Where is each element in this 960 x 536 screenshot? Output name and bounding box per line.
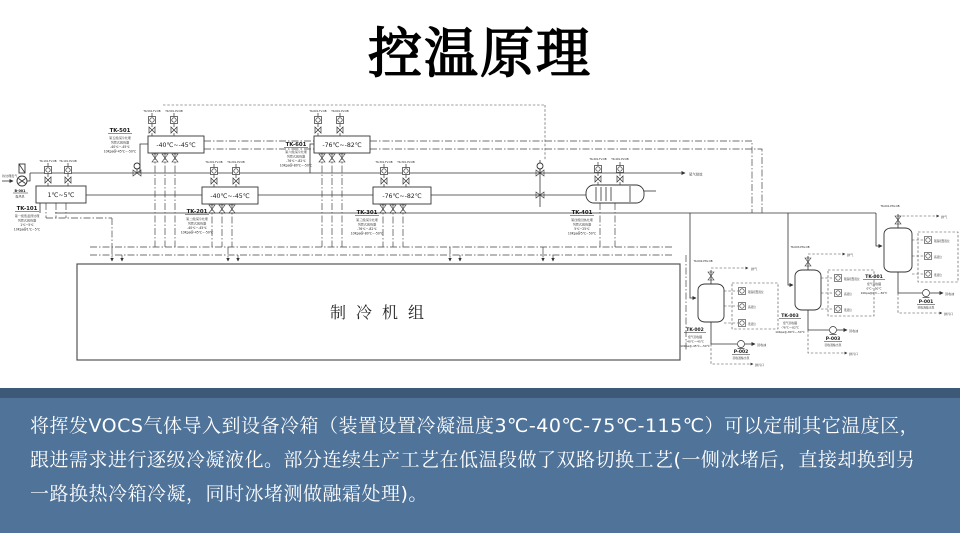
valve-tag: TK-401-PV-0B: [611, 158, 629, 161]
exchanger-desc: 列管式换热器: [187, 221, 207, 226]
valve-tag: TK-501-PV-0B: [165, 110, 183, 113]
level-instrument-icon: [739, 288, 746, 295]
valve-tag: TK-301-PV-0B: [397, 161, 415, 164]
control-valve-icon: [233, 164, 240, 187]
vessel-desc: 废气回收罐: [783, 321, 797, 325]
exchanger-tk201: [181, 160, 258, 235]
banner-text: 将挥发VOCS气体导入到设备冷箱（装置设置冷凝温度3℃-40℃-75℃-115℃）可以定制其它温度区，跟进需求进行逐级冷凝液化。部分连续生产工艺在低温段做了双路切换工艺(一侧冰堵后，直接却换到另一路换热冷箱冷凝，同时冰堵测做融霜处理)。: [30, 415, 920, 505]
valve-tag: TK-501-TV-0B: [143, 110, 161, 113]
exchanger-desc: 第一级低温预处理: [14, 214, 40, 218]
level-label: 限高报警液位: [934, 240, 950, 243]
vent-label: 排气: [941, 215, 948, 219]
exchanger-tk501: [104, 109, 204, 154]
drain-label: 排污口: [944, 312, 954, 316]
vessel-desc: 10Kpa@0℃~-50℃: [860, 291, 888, 295]
exchanger-temp: -40℃~-45℃: [210, 193, 250, 200]
tk401-stubs: [600, 203, 615, 247]
exchanger-desc: -40℃~-45℃: [187, 226, 207, 230]
pump-desc: 回收液输出泵: [917, 305, 935, 310]
process-diagram: [0, 98, 960, 388]
valve-tag: TK-101-TV-0B: [39, 160, 57, 163]
exchanger-desc: 10Kpa@-45℃~-50℃: [180, 230, 214, 235]
blower-tag: B-001: [14, 189, 26, 193]
exchanger-desc: 第五级深冷处理: [109, 136, 131, 140]
drain-label: 排污口: [755, 363, 765, 367]
control-valve-icon: [337, 113, 344, 136]
title-bar: [0, 0, 960, 98]
tk301-stubs: [383, 204, 403, 247]
vessel-desc: 0℃~-50℃: [866, 286, 882, 291]
level-label: 限高报警液位: [748, 291, 764, 294]
vessel-desc: -40℃~-45℃: [686, 339, 704, 344]
control-valve-icon: [403, 164, 410, 187]
valve-tag: TK-601-PV-0B: [331, 110, 349, 113]
feed-tk002: [690, 213, 696, 298]
vessel-tk001: [861, 204, 958, 316]
feed-tk001: [876, 213, 882, 246]
exchanger-tag: TK-501: [109, 128, 131, 134]
vessel-desc: 废气回收罐: [688, 335, 702, 339]
vessel-tag: TK-001: [865, 275, 883, 280]
vessel-tag: TK-002: [686, 328, 704, 333]
control-valve-icon: [211, 164, 218, 187]
level-instrument-icon: [835, 275, 842, 282]
control-valve-icon: [595, 162, 602, 185]
vessel-body: [884, 228, 912, 272]
exchanger-desc: -40℃~-45℃: [110, 145, 130, 149]
exchanger-tag: TK-401: [571, 210, 593, 216]
vessel-body: [795, 270, 821, 310]
blower-outlet-pipe: [27, 173, 30, 181]
riser-tk501: [140, 144, 148, 173]
drain-label: 排污口: [849, 352, 859, 356]
exchanger-temp: -76℃~-82℃: [322, 142, 362, 149]
level-label: 高液位: [844, 293, 852, 296]
level-instrument-icon: [925, 271, 932, 278]
pump-tag: P-003: [825, 337, 841, 342]
exchanger-tag: TK-301: [356, 210, 378, 216]
oil-outlet-label: 回收油: [849, 329, 859, 333]
pump-icon: [923, 290, 930, 298]
exchanger-desc: 列管式换热器: [17, 218, 37, 223]
level-instrument-icon: [835, 306, 842, 313]
inlet-label: 待处理废气: [2, 174, 18, 178]
exchanger-desc: 10Kpa@-80℃~-50℃: [350, 231, 384, 236]
valve-tag: TK-601-TV-0B: [309, 110, 327, 113]
exchanger-tk301: [351, 160, 431, 236]
page-title: 控温原理: [368, 21, 592, 85]
exchanger-temp: -40℃~-45℃: [156, 142, 196, 149]
exchanger-desc: 第三级深冷处理: [356, 218, 378, 222]
blower-name: 鼓风机: [15, 194, 25, 199]
pump-desc: 回收液输出泵: [824, 343, 842, 347]
valve-tag: TK-301-TV-0B: [375, 161, 393, 164]
valve-tag: TK-101-PV-0B: [59, 160, 77, 163]
vessel-tag: TK-003: [781, 314, 799, 319]
level-label: 低液位: [748, 323, 756, 326]
vessel-tk002: [680, 259, 778, 367]
level-label: 低液位: [934, 274, 942, 277]
banner-top-strip: [0, 388, 960, 398]
exchanger-tag: TK-101: [16, 206, 38, 212]
caption-banner: [0, 388, 960, 533]
exchanger-desc: 10Kpa@1℃~5℃: [13, 227, 41, 232]
exchanger-desc: 5℃~25℃: [574, 227, 590, 231]
exchanger-tk601: [280, 109, 370, 168]
tk101-stubs: [46, 203, 112, 247]
exchanger-temp: -76℃~-82℃: [382, 193, 422, 200]
level-instrument-icon: [925, 253, 932, 260]
exchanger-tag: TK-201: [186, 209, 208, 215]
exchanger-desc: -76℃~-82℃: [286, 159, 306, 163]
exchanger-desc: 第四级回热处理: [571, 218, 593, 222]
level-label: 高液位: [934, 256, 942, 259]
pump-tag: P-002: [733, 350, 749, 355]
tk501-stubs: [155, 153, 175, 247]
tk601-stubs: [322, 153, 342, 247]
oil-outlet-label: 回收油: [945, 292, 955, 296]
exchanger-temp: 1℃~5℃: [47, 192, 75, 199]
exchanger-desc: 列管式换热器: [286, 154, 306, 159]
vessel-body: [698, 284, 724, 322]
feed-tk003: [788, 213, 793, 285]
exchanger-desc: 1℃~5℃: [20, 223, 34, 227]
exchanger-desc: 列管式换热器: [572, 222, 592, 227]
shell-tube-body: [586, 185, 644, 203]
level-instrument-icon: [739, 303, 746, 310]
control-valve-icon: [381, 164, 388, 187]
vent-label: 排气: [751, 267, 758, 271]
exchanger-desc: 列管式换热器: [357, 222, 377, 227]
exchanger-desc: 10Kpa@5℃~50℃: [567, 231, 597, 236]
refrigeration-unit: [77, 264, 680, 360]
level-label: 低液位: [844, 309, 852, 312]
vessel-desc: -76℃~-82℃: [781, 325, 799, 330]
valve-tag: TK-201-PV-0B: [227, 161, 245, 164]
exchanger-desc: 列管式换热器: [110, 140, 130, 145]
offgas-outlet-label: 尾气排放: [689, 172, 703, 177]
vessel-desc: 10Kpa@-45℃~-50℃: [680, 344, 710, 348]
vessel-desc: 废气回收罐: [867, 282, 881, 286]
exchanger-desc: 第六级深冷处理: [285, 150, 307, 154]
control-valve-icon: [65, 163, 72, 186]
riser-tk601: [310, 144, 314, 173]
psv-tag: TK-001-PSV-0B: [880, 205, 900, 208]
valve-tag: TK-401-TV-0B: [589, 158, 607, 161]
level-instrument-icon: [835, 290, 842, 297]
psv-tag: TK-003-PSV-0B: [790, 246, 810, 249]
tk201-stubs: [212, 204, 232, 247]
oil-outlet-label: 回收油: [757, 343, 767, 347]
control-valve-icon: [171, 113, 178, 136]
control-valve-icon: [45, 163, 52, 186]
level-instrument-icon: [739, 320, 746, 327]
pump-desc: 回收液输出泵: [732, 356, 750, 360]
exchanger-desc: -76℃~-82℃: [357, 227, 377, 231]
pump-tag: P-001: [918, 300, 934, 305]
exchanger-tk401: [568, 157, 703, 236]
control-valve-icon: [149, 113, 156, 136]
psv-tag: TK-002-PSV-0B: [693, 260, 713, 263]
level-instrument-icon: [925, 237, 932, 244]
vent-label: 排气: [847, 253, 854, 257]
level-label: 高液位: [748, 306, 756, 309]
refrigeration-unit-label: 制冷机组: [329, 303, 435, 322]
exchanger-desc: 10Kpa@-45℃~-50℃: [103, 149, 137, 154]
vessel-desc: 10Kpa@-80℃~-50℃: [775, 330, 805, 334]
valve-tag: TK-201-TV-0B: [205, 161, 223, 164]
exchanger-desc: 第二级深冷处理: [186, 217, 208, 221]
exchanger-desc: 10Kpa@-80℃~-50℃: [279, 163, 313, 168]
diagram-area: [0, 98, 960, 388]
control-valve-icon: [315, 113, 322, 136]
control-valve-icon: [617, 162, 624, 185]
exchanger-tag: TK-601: [285, 142, 307, 148]
pump-icon: [738, 341, 745, 349]
pump-icon: [830, 327, 837, 335]
level-label: 限高报警液位: [844, 278, 860, 281]
vessel-tk003: [775, 245, 874, 356]
